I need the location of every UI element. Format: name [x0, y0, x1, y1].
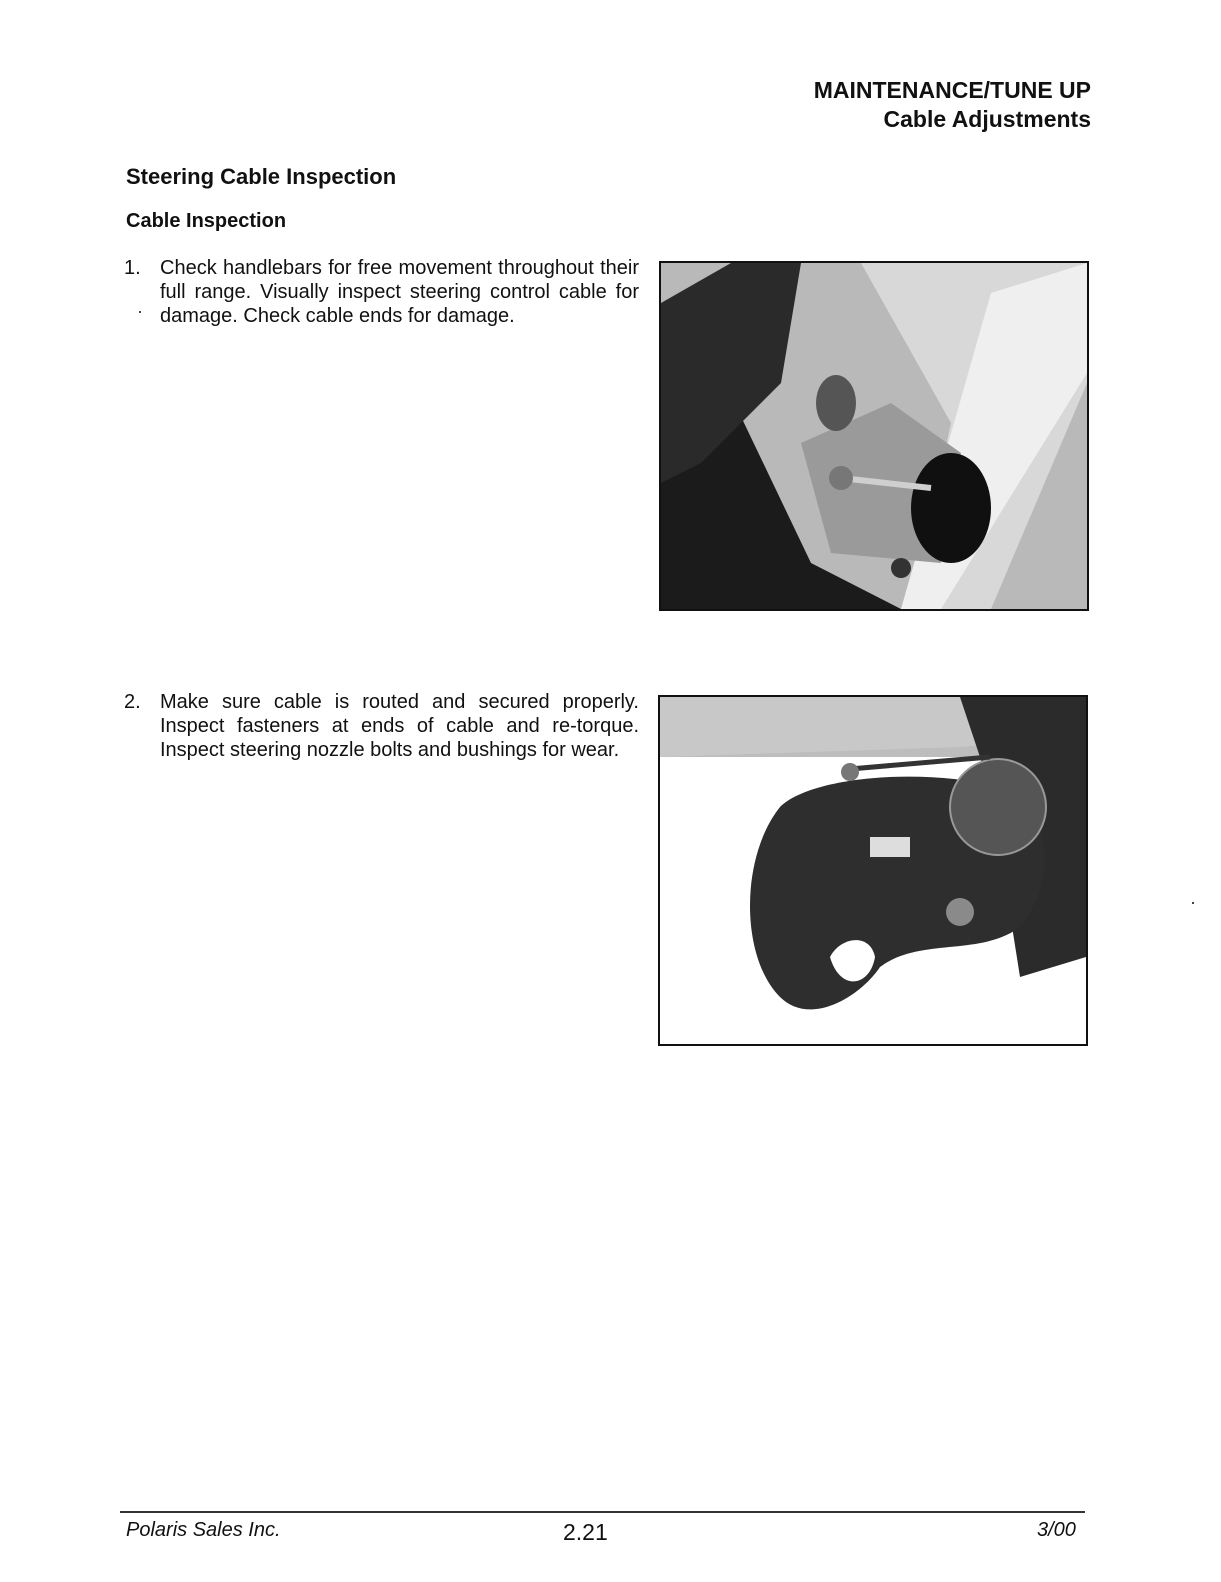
- step-text: Make sure cable is routed and secured properly. Inspect fasteners at ends of cable and re-torque. Inspect steering nozzle bolts and bushings for wear.: [160, 691, 639, 761]
- steering-nozzle-photo-image: [660, 697, 1086, 1044]
- page-heading: Steering Cable Inspection: [126, 164, 397, 189]
- steering-cable-photo-image: [661, 263, 1087, 609]
- scan-speck: [1192, 902, 1194, 904]
- footer-company: Polaris Sales Inc.: [126, 1519, 281, 1541]
- step-item: [124, 690, 639, 762]
- step-text: Check handlebars for free movement throughout their full range. Visually inspect steering control cable for damage. Check cable ends for damage.: [160, 257, 639, 327]
- footer-date: 3/00: [1037, 1519, 1076, 1541]
- step-number: 2.: [124, 691, 141, 713]
- subsection-title: Cable Adjustments: [883, 106, 1091, 132]
- footer-divider: [120, 1511, 1085, 1513]
- page-subheading: Cable Inspection: [126, 210, 287, 232]
- steering-nozzle-photo: [658, 695, 1088, 1046]
- section-title: MAINTENANCE/TUNE UP: [813, 77, 1091, 103]
- steering-cable-photo: [659, 261, 1089, 611]
- step-number: 1.: [124, 257, 141, 279]
- footer-page-number: 2.21: [563, 1519, 608, 1545]
- scan-speck: [139, 311, 141, 313]
- step-item: [124, 256, 639, 328]
